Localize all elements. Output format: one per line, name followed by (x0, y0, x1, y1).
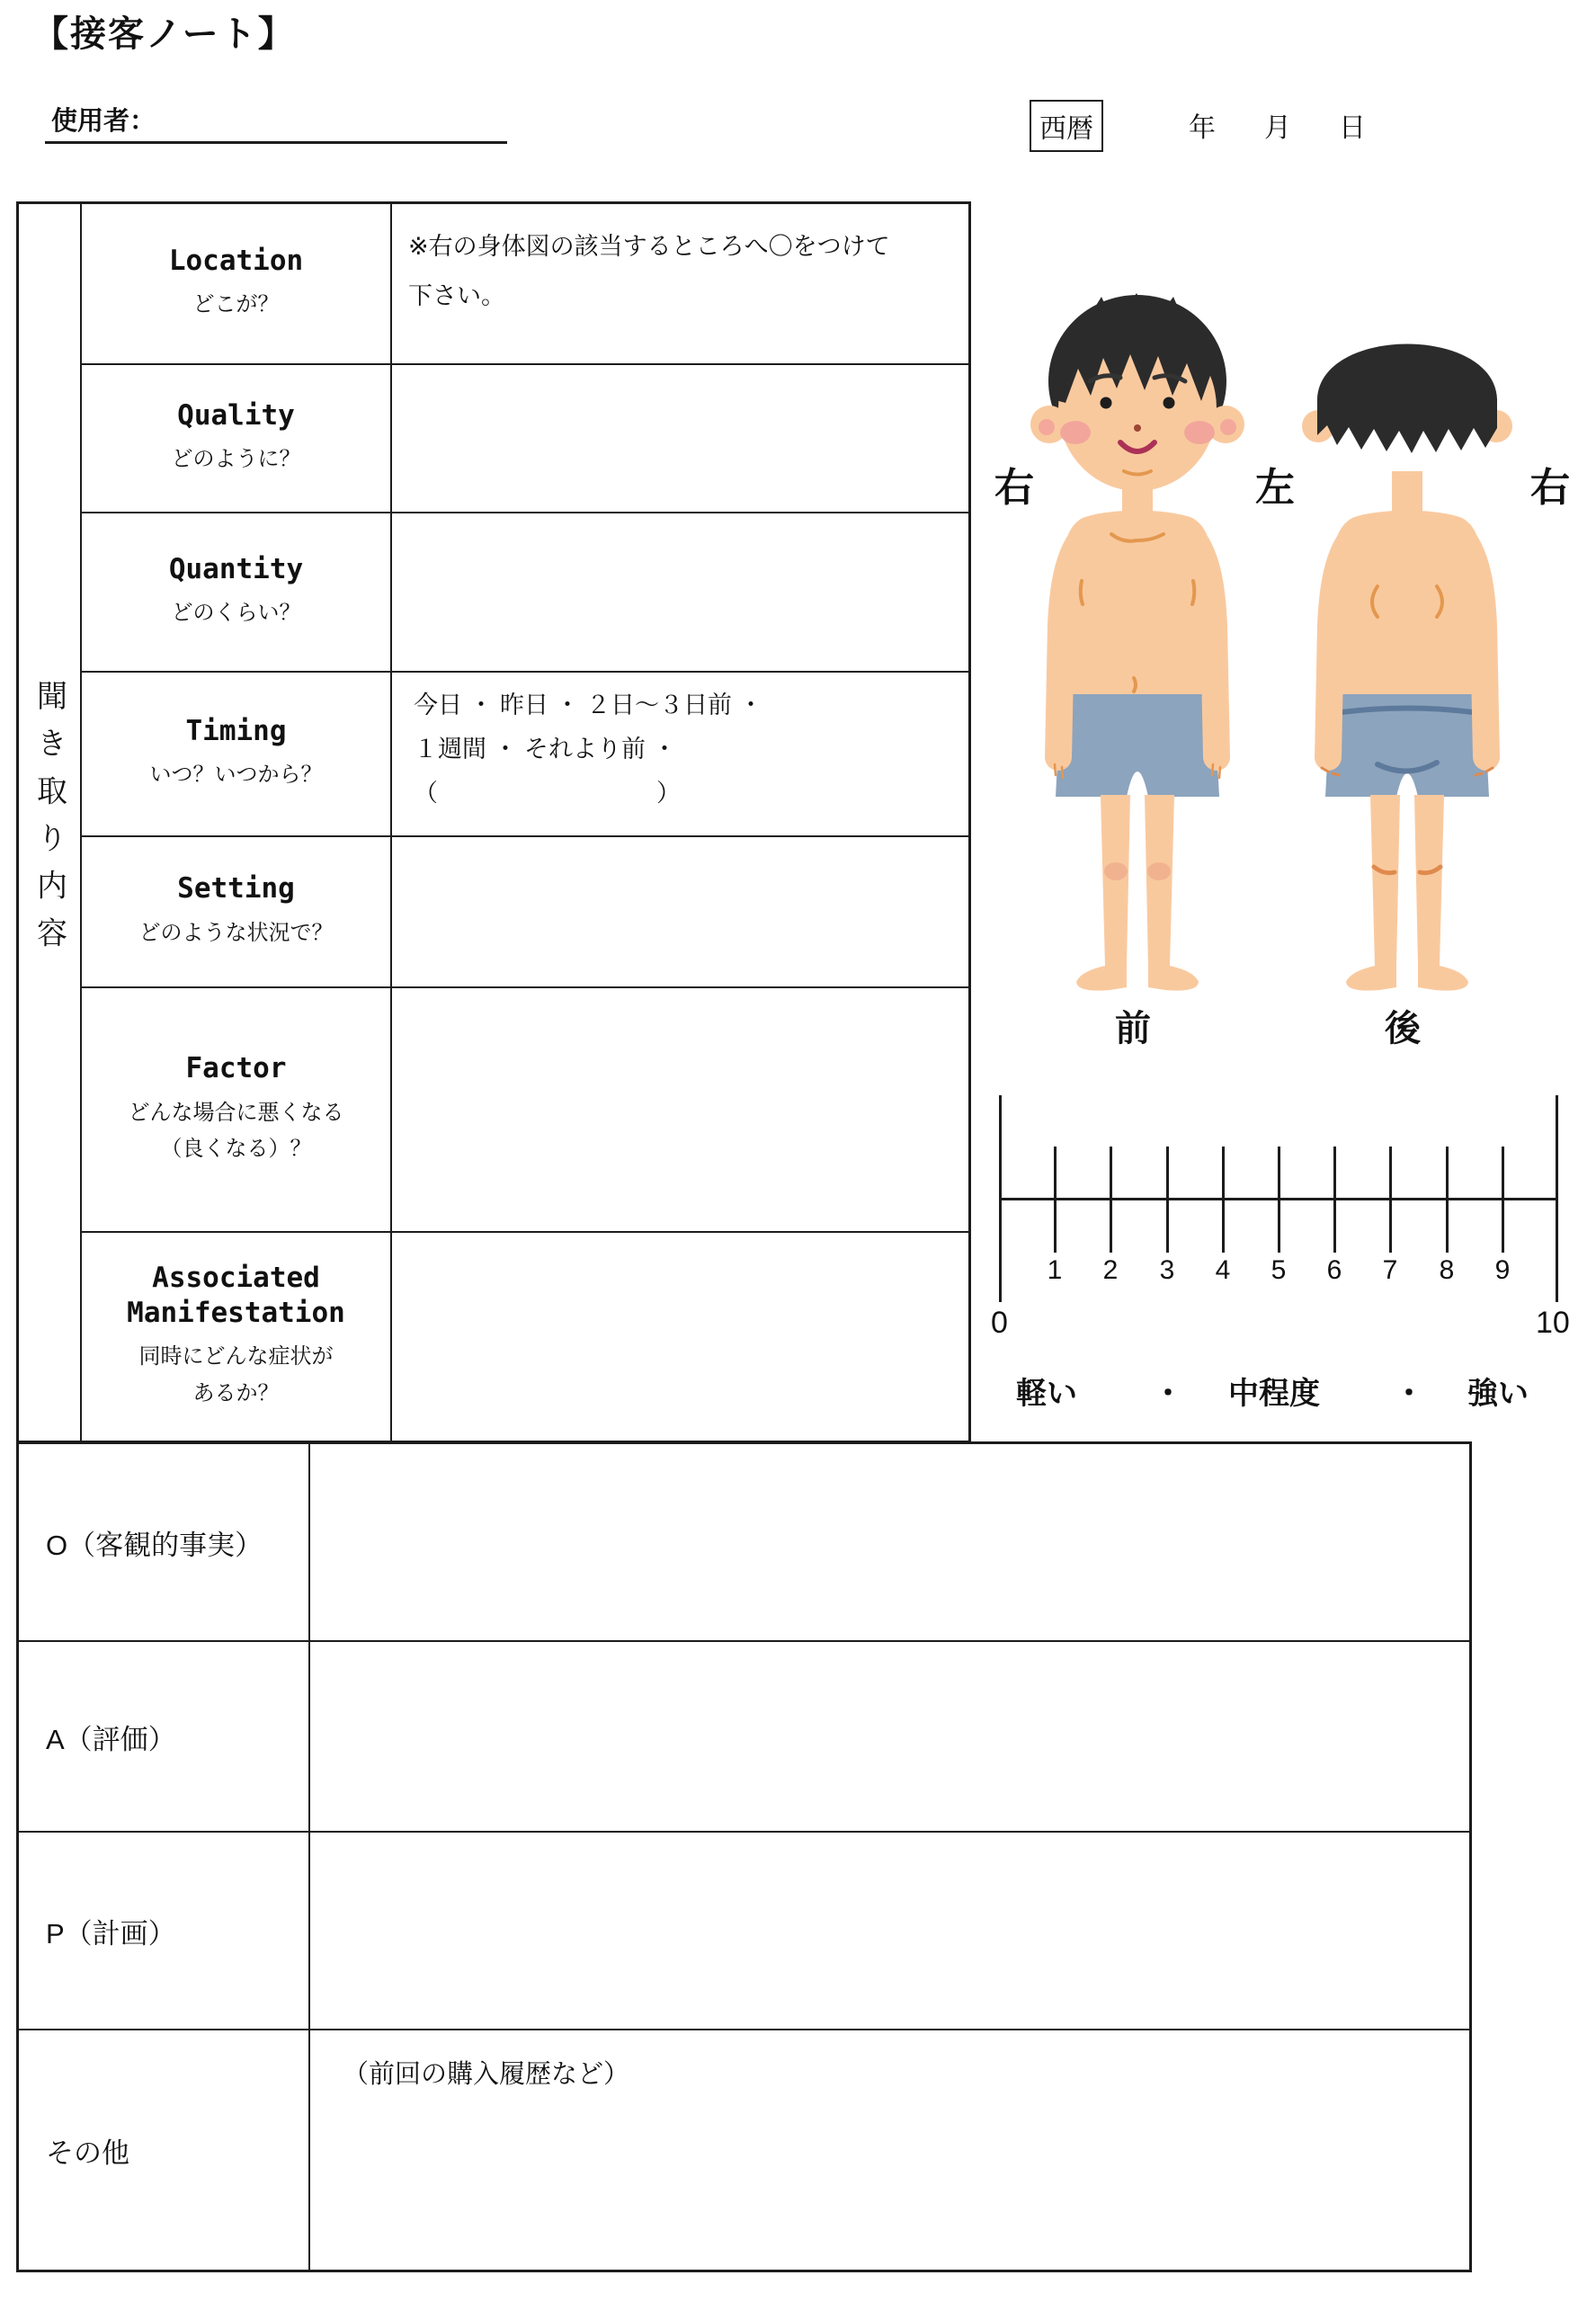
factor-answer-cell (392, 988, 968, 1231)
pain-scale (989, 1088, 1574, 1421)
pain-scale-number: 6 (1326, 1255, 1342, 1285)
row-quantity-ja: どのくらい？ (171, 601, 301, 626)
row-quantity (82, 513, 968, 673)
row-quantity-en: Quantity (168, 552, 304, 585)
pain-scale-number: 2 (1102, 1255, 1119, 1285)
row-quality (82, 365, 968, 513)
pain-scale-tick (1446, 1147, 1449, 1253)
plan-answer-cell (310, 1833, 1469, 2029)
pain-scale-separator: ・ (1153, 1377, 1183, 1411)
setting-answer-cell (392, 837, 968, 986)
timing-options-line2: １週間 ・ それより前 ・ (414, 736, 677, 763)
row-timing (82, 673, 968, 837)
pain-scale-tick (1502, 1147, 1504, 1253)
timing-options-line1: 今日 ・ 昨日 ・ ２日～３日前 ・ (414, 691, 763, 718)
back-figure-caption: 後 (1385, 1009, 1421, 1048)
other-note: （前回の購入履歴など） (343, 2060, 630, 2089)
pain-scale-moderate-label: 中程度 (1228, 1377, 1320, 1411)
other-answer-cell (310, 2030, 1469, 2270)
assessment-answer-cell (310, 1642, 1469, 1831)
interview-side-label: 聞き取り内容 (31, 680, 67, 965)
row-objective (19, 1444, 1469, 1642)
pain-scale-number: 7 (1382, 1255, 1398, 1285)
user-name-blank-line (45, 141, 507, 144)
day-label: 日 (1339, 113, 1366, 143)
row-factor (82, 988, 968, 1233)
location-note-line2: 下さい。 (408, 282, 505, 310)
interview-table (16, 201, 971, 1443)
pain-scale-tick (1054, 1147, 1057, 1253)
pain-scale-tick (1389, 1147, 1392, 1253)
pain-scale-tick (1110, 1147, 1112, 1253)
pain-scale-max: 10 (1536, 1306, 1570, 1340)
pain-scale-min: 0 (991, 1306, 1008, 1340)
objective-answer-cell (310, 1444, 1469, 1640)
pain-scale-separator: ・ (1394, 1377, 1424, 1411)
objective-label: O（客観的事実） (19, 1444, 310, 1640)
pain-scale-number: 3 (1159, 1255, 1175, 1285)
pain-scale-tick (1278, 1147, 1280, 1253)
page-title: 【接客ノート】 (32, 14, 296, 54)
quantity-answer-cell (392, 513, 968, 671)
row-plan (19, 1833, 1469, 2030)
location-note-cell (392, 204, 968, 363)
row-associated-ja1: 同時にどんな症状が (138, 1344, 334, 1370)
pain-scale-mild-label: 軽い (1016, 1377, 1077, 1411)
pain-scale-tick (1166, 1147, 1169, 1253)
front-figure-caption: 前 (1115, 1009, 1151, 1048)
front-right-side-label: 右 (994, 466, 1034, 510)
soap-table (16, 1441, 1472, 2272)
pain-scale-number: 5 (1271, 1255, 1287, 1285)
pain-scale-end-bar-max (1556, 1095, 1558, 1302)
row-setting (82, 837, 968, 988)
pain-scale-number: 1 (1047, 1255, 1063, 1285)
month-label: 月 (1264, 113, 1291, 143)
body-figure-back (1295, 288, 1520, 1014)
row-location (82, 204, 968, 365)
pain-scale-strong-label: 強い (1467, 1377, 1529, 1411)
row-associated-en1: Associated (152, 1261, 320, 1294)
timing-options-line3: （ ） (414, 780, 681, 807)
other-label: その他 (19, 2030, 310, 2270)
row-associated (82, 1233, 968, 1441)
user-name-label: 使用者： (51, 107, 156, 136)
row-other (19, 2030, 1469, 2270)
body-figure-front-illustration (1025, 288, 1250, 1014)
body-figure-back-illustration (1295, 288, 1520, 1014)
back-right-side-label: 右 (1530, 466, 1570, 510)
pain-scale-tick (1333, 1147, 1336, 1253)
timing-options-cell (392, 673, 968, 835)
row-location-en: Location (168, 244, 304, 277)
row-assessment (19, 1642, 1469, 1833)
row-timing-en: Timing (185, 714, 287, 747)
row-factor-ja: どんな場合に悪くなる (128, 1100, 344, 1125)
associated-answer-cell (392, 1233, 968, 1441)
pain-scale-number: 4 (1215, 1255, 1231, 1285)
era-box: 西暦 (1030, 100, 1103, 152)
center-left-side-label: 左 (1255, 466, 1295, 510)
row-quality-ja: どのように？ (171, 447, 301, 472)
row-setting-en: Setting (177, 872, 295, 906)
row-setting-ja: どのような状況で？ (138, 920, 334, 945)
pain-scale-number: 9 (1494, 1255, 1511, 1285)
pain-scale-end-bar-min (999, 1095, 1002, 1302)
row-associated-en2: Manifestation (127, 1296, 345, 1329)
row-timing-ja: いつ？いつから？ (149, 763, 323, 788)
assessment-label: A（評価） (19, 1642, 310, 1831)
row-factor-en: Factor (185, 1051, 287, 1084)
pain-scale-tick (1222, 1147, 1225, 1253)
row-quality-en: Quality (177, 398, 295, 432)
pain-scale-number: 8 (1439, 1255, 1455, 1285)
location-note-line1: ※右の身体図の該当するところへ〇をつけて (408, 233, 890, 260)
row-location-ja: どこが？ (192, 292, 280, 317)
row-associated-ja2: あるか？ (192, 1381, 280, 1406)
year-label: 年 (1189, 113, 1216, 143)
plan-label: P（計画） (19, 1833, 310, 2029)
body-figure-front (1025, 288, 1250, 1014)
row-factor-ja2: （良くなる）？ (160, 1137, 312, 1162)
interview-side-cell (19, 204, 82, 1441)
quality-answer-cell (392, 365, 968, 512)
